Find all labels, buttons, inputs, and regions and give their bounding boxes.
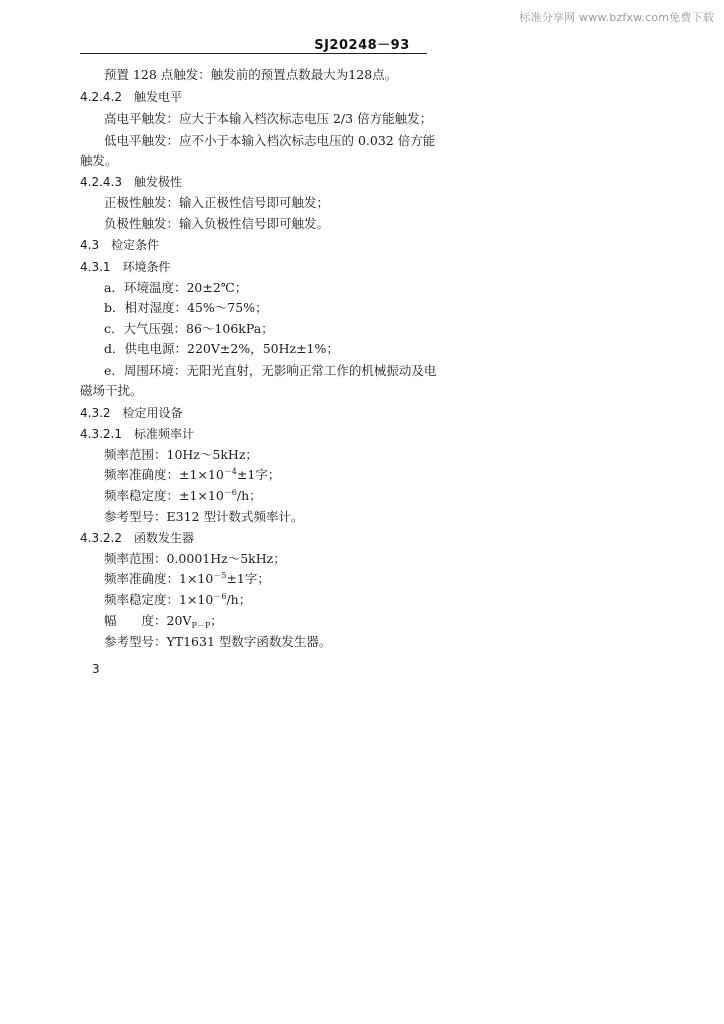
generator-stability-base: 频率稳定度：1×10: [104, 592, 214, 607]
generator-amplitude: [104, 613, 223, 629]
document-code-header: SJ20248－93: [314, 38, 410, 53]
section-heading-4-3-2: 4.3.2 检定用设备: [80, 406, 183, 420]
generator-accuracy-base: 频率准确度：1×10: [104, 571, 214, 586]
generator-frequency-accuracy: [104, 571, 270, 587]
section-heading-4-2-4-3: 4.2.4.3 触发极性: [80, 175, 182, 189]
pretrigger-text: 预置 128 点触发：触发前的预置点数最大为128点。: [104, 67, 398, 82]
counter-accuracy-tail: ±1字；: [236, 467, 281, 482]
generator-stability-exponent: －6: [213, 592, 227, 601]
counter-stability-tail: /h；: [236, 488, 262, 503]
counter-frequency-stability: [104, 488, 262, 504]
section-heading-4-3-2-2: 4.3.2.2 函数发生器: [80, 531, 194, 545]
generator-frequency-stability: [104, 592, 251, 608]
counter-frequency-range: 频率范围：10Hz～5kHz；: [104, 447, 258, 462]
generator-stability-tail: /h；: [226, 592, 252, 607]
env-item-d: d．供电电源：220V±2%，50Hz±1%；: [104, 341, 339, 356]
generator-amplitude-value: 20V: [166, 613, 192, 628]
counter-stability-exponent: －6: [223, 488, 237, 497]
high-level-trigger-text: 高电平触发：应大于本输入档次标志电压 2/3 倍方能触发；: [104, 111, 433, 126]
low-level-trigger-text-cont: 触发。: [80, 153, 118, 168]
env-item-e: e．周围环境：无阳光直射，无影响正常工作的机械振动及电: [104, 363, 437, 378]
low-level-trigger-text: 低电平触发：应不小于本输入档次标志电压的 0.032 倍方能: [104, 133, 436, 148]
env-item-c: c．大气压强：86～106kPa；: [104, 321, 274, 336]
generator-amplitude-label: 幅 度：: [104, 613, 167, 628]
generator-amplitude-end: ；: [210, 613, 223, 628]
section-heading-4-2-4-2: 4.2.4.2 触发电平: [80, 90, 182, 104]
page-number: 3: [92, 662, 100, 676]
counter-frequency-accuracy: [104, 467, 280, 483]
env-item-a: a．环境温度：20±2℃；: [104, 280, 248, 295]
counter-accuracy-base: 频率准确度：±1×10: [104, 467, 224, 482]
counter-reference-model: 参考型号：E312 型计数式频率计。: [104, 509, 304, 524]
watermark-text: 标准分享网 www.bzfxw.com免费下载: [519, 11, 714, 24]
header-rule: [80, 53, 427, 54]
env-item-e-cont: 磁场干扰。: [80, 383, 143, 398]
section-heading-4-3: 4.3 检定条件: [80, 238, 160, 252]
section-heading-4-3-2-1: 4.3.2.1 标准频率计: [80, 427, 194, 441]
generator-accuracy-exponent: －5: [213, 571, 227, 580]
positive-polarity-text: 正极性触发：输入正极性信号即可触发；: [104, 195, 330, 210]
negative-polarity-text: 负极性触发：输入负极性信号即可触发。: [104, 216, 330, 231]
generator-amplitude-subscript: P－P: [191, 621, 211, 630]
section-heading-4-3-1: 4.3.1 环境条件: [80, 260, 171, 274]
counter-accuracy-exponent: －4: [223, 467, 237, 476]
generator-accuracy-tail: ±1字；: [226, 571, 270, 586]
counter-stability-base: 频率稳定度：±1×10: [104, 488, 224, 503]
env-item-b: b．相对湿度：45%～75%；: [104, 300, 268, 315]
generator-reference-model: 参考型号：YT1631 型数字函数发生器。: [104, 634, 332, 649]
generator-frequency-range: 频率范围：0.0001Hz～5kHz；: [104, 551, 286, 566]
